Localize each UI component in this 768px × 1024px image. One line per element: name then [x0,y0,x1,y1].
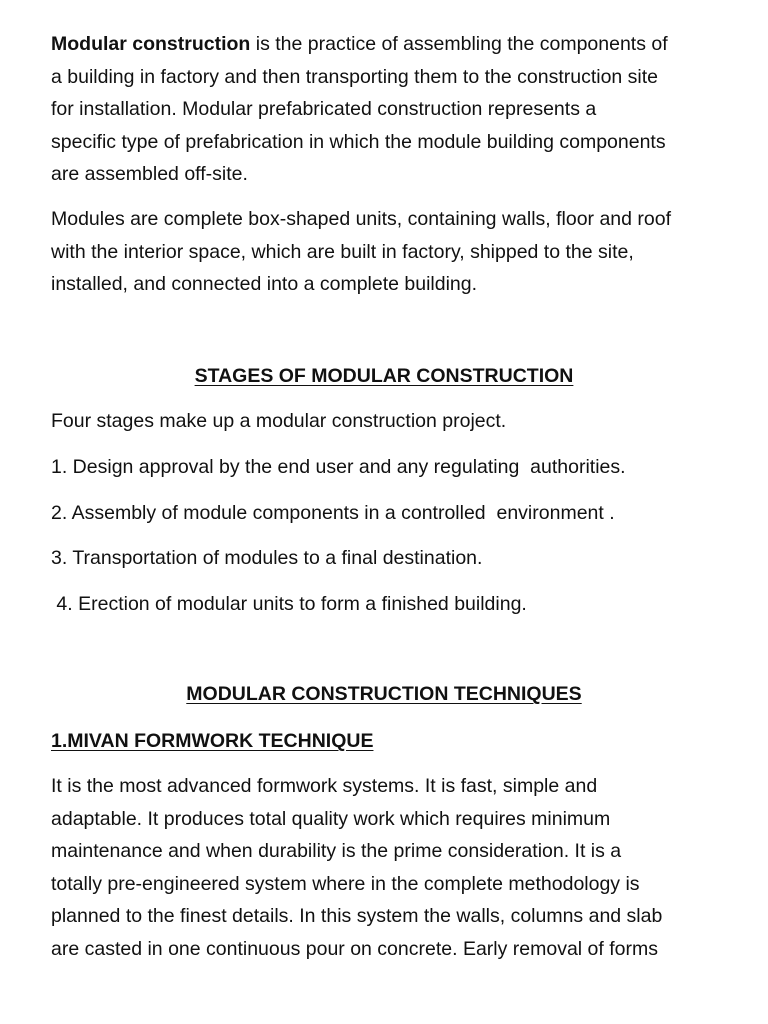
stages-intro: Four stages make up a modular construction project. [51,410,507,432]
techniques-heading: MODULAR CONSTRUCTION TECHNIQUES [186,683,582,705]
intro-term: Modular construction [51,33,251,55]
stage-item-1: 1. Design approval by the end user and any regulating authorities. [51,456,626,478]
stages-heading: STAGES OF MODULAR CONSTRUCTION [194,365,574,387]
modules-paragraph: Modules are complete box-shaped units, containing walls, floor and roof with the interior space, which are built in factory, shipped to the site, installed, and connected into a complete building. [51,208,672,296]
mivan-subheading: 1.MIVAN FORMWORK TECHNIQUE [51,730,374,752]
stage-item-3: 3. Transportation of modules to a final destination. [51,547,483,569]
intro-paragraph [51,28,717,191]
mivan-paragraph: It is the most advanced formwork systems. It is fast, simple and adaptable. It produces total quality work which requires minimum maintenance and when durability is the prime consideration. It is a totally pre-engineered system where in the complete methodology is planned to the finest details. In this system the walls, columns and slab are casted in one continuous pour on concrete. Early removal of forms [51,775,663,960]
stage-item-2: 2. Assembly of module components in a controlled environment . [51,502,615,524]
intro-text: is the practice of assembling the components of a building in factory and then transporting them to the construction site for installation. Modular prefabricated construction represents a specific type of prefabrication in which the module building components are assembled off-site. [51,33,668,186]
stage-item-4: 4. Erection of modular units to form a finished building. [51,593,527,615]
